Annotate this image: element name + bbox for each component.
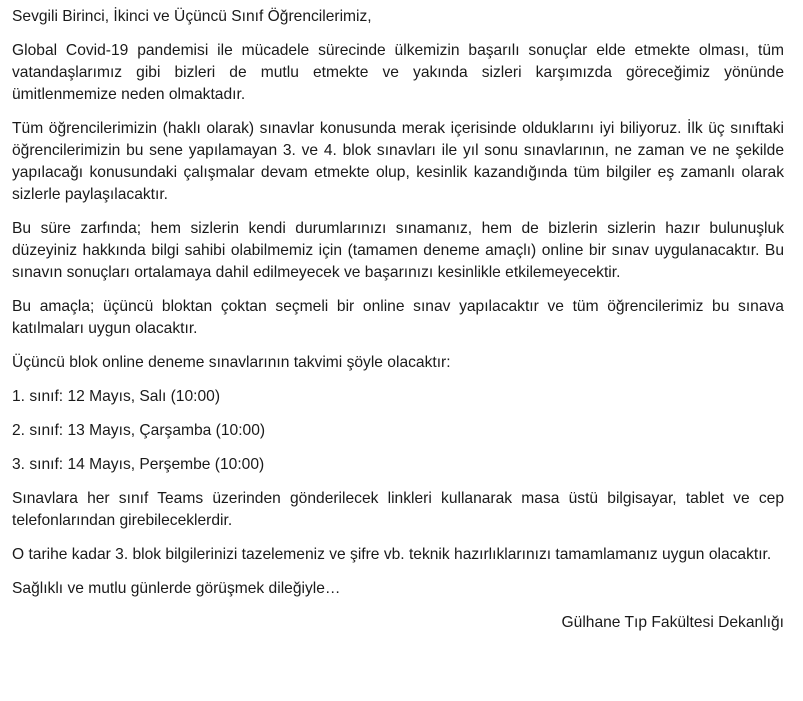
paragraph-preparation: O tarihe kadar 3. blok bilgilerinizi tazelemeniz ve şifre vb. teknik hazırlıklarınızı tamamlamanız uygun olacaktır. [12, 546, 772, 563]
letter-document [12, 6, 784, 634]
schedule-item-class-3: 3. sınıf: 14 Mayıs, Perşembe (10:00) [12, 456, 265, 473]
salutation: Sevgili Birinci, İkinci ve Üçüncü Sınıf Öğrencilerimiz, [12, 8, 372, 25]
paragraph-schedule-intro: Üçüncü blok online deneme sınavlarının takvimi şöyle olacaktır: [12, 354, 451, 371]
schedule-item-class-2: 2. sınıf: 13 Mayıs, Çarşamba (10:00) [12, 422, 266, 439]
schedule-item-class-1: 1. sınıf: 12 Mayıs, Salı (10:00) [12, 388, 221, 405]
paragraph-pandemic: Global Covid-19 pandemisi ile mücadele sürecinde ülkemizin başarılı sonuçlar elde etmekte olması, tüm vatandaşlarımız gibi bizleri de mutlu etmekte ve yakında sizleri karşımızda göreceğimiz yönünde ümitlenmemize neden olmaktadır. [12, 42, 784, 103]
paragraph-trial-exam: Bu süre zarfında; hem sizlerin kendi durumlarınızı sınamanız, hem de bizlerin sizlerin hazır bulunuşluk düzeyiniz hakkında bilgi sahibi olabilmemiz için (tamamen deneme amaçlı) online bir sınav uygulanacaktır. Bu sınavın sonuçları ortalamaya dahil edilmeyecek ve başarınızı kesinlikle etkilemeyecektir. [12, 220, 784, 281]
paragraph-exams-info: Tüm öğrencilerimizin (haklı olarak) sınavlar konusunda merak içerisinde olduklarını iyi biliyoruz. İlk üç sınıftaki öğrencilerimizin bu sene yapılamayan 3. ve 4. blok sınavları ile yıl sonu sınavlarının, ne zaman ve ne şekilde yapılacağı konusundaki çalışmalar devam etmekte olup, kesinlik kazandığında tüm bilgiler eş zamanlı olarak sizlerle paylaşılacaktır. [12, 120, 784, 203]
signature: Gülhane Tıp Fakültesi Dekanlığı [561, 614, 784, 631]
paragraph-purpose: Bu amaçla; üçüncü bloktan çoktan seçmeli bir online sınav yapılacaktır ve tüm öğrencilerimiz bu sınava katılmaları uygun olacaktır. [12, 298, 784, 337]
paragraph-teams-access: Sınavlara her sınıf Teams üzerinden gönderilecek linkleri kullanarak masa üstü bilgisayar, tablet ve cep telefonlarından girebileceklerdir. [12, 490, 784, 529]
paragraph-farewell: Sağlıklı ve mutlu günlerde görüşmek dileğiyle… [12, 580, 341, 597]
